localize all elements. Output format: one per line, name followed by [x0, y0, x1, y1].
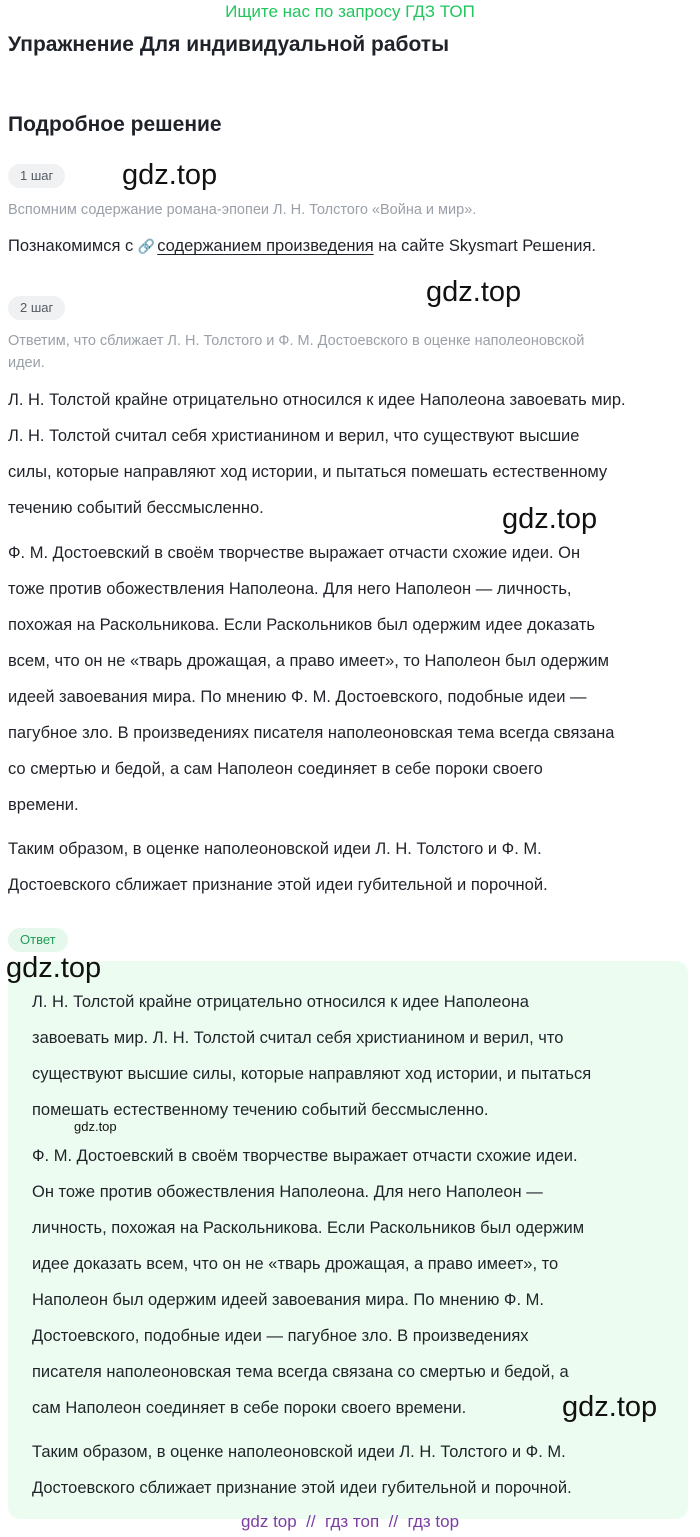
- text-line: Таким образом, в оценке наполеоновской идеи Л. Н. Толстого и Ф. М.: [8, 840, 542, 858]
- text-line: Ф. М. Достоевский в своём творчестве выражает отчасти схожие идеи.: [32, 1147, 578, 1165]
- step-2-hint-line-2: идеи.: [8, 355, 45, 371]
- text-line: Таким образом, в оценке наполеоновской идеи Л. Н. Толстого и Ф. М.: [32, 1443, 566, 1461]
- step-2-paragraph-2: [8, 535, 698, 823]
- text-line: личность, похожая на Раскольникова. Если Раскольников был одержим: [32, 1219, 585, 1237]
- text-line: силы, которые направляют ход истории, и пытаться помешать естественному: [8, 463, 608, 481]
- link-icon: 🔗: [137, 238, 156, 254]
- step-2-hint-line-1: Ответим, что сближает Л. Н. Толстого и Ф. М. Достоевского в оценке наполеоновской: [8, 333, 585, 349]
- text-line: существуют высшие силы, которые направляют ход истории, и пытаться: [32, 1065, 592, 1083]
- content-link[interactable]: содержанием произведения: [157, 237, 374, 255]
- solution-heading: Подробное решение: [8, 113, 222, 136]
- text-line: Достоевского сближает признание этой идеи губительной и порочной.: [8, 876, 548, 894]
- text-line: тоже против обожествления Наполеона. Для него Наполеон — личность,: [8, 580, 572, 598]
- footer-tagline: gdz top // гдз топ // гдз top: [240, 1512, 460, 1531]
- step-2-badge: [8, 296, 65, 320]
- step-1-hint: Вспомним содержание романа-эпопеи Л. Н. Толстого «Война и мир».: [8, 202, 477, 218]
- text-line: Достоевского сближает признание этой идеи губительной и порочной.: [32, 1479, 572, 1497]
- text-line: всем, что он не «тварь дрожащая, а право имеет», то Наполеон был одержим: [8, 652, 609, 670]
- page-title: Упражнение Для индивидуальной работы: [8, 33, 450, 56]
- answer-badge: [8, 928, 68, 952]
- text-line: Наполеон был одержим идеей завоевания мира. По мнению Ф. М.: [32, 1291, 544, 1309]
- text-line: течению событий бессмысленно.: [8, 499, 264, 517]
- text-line: завоевать мир. Л. Н. Толстой считал себя христианином и верил, что: [32, 1029, 564, 1047]
- watermark: gdz.top: [426, 276, 522, 308]
- text-line: со смертью и бедой, а сам Наполеон соединяет в себе пороки своего: [8, 760, 543, 778]
- watermark-small: gdz.top: [74, 1119, 117, 1134]
- text-line: сам Наполеон соединяет в себе пороки своего времени.: [32, 1399, 467, 1417]
- text-line: Л. Н. Толстой крайне отрицательно относился к идее Наполеона: [32, 993, 529, 1011]
- answer-paragraph-3: [32, 1434, 672, 1506]
- step-1-text: [8, 234, 596, 258]
- text-line: идее доказать всем, что он не «тварь дрожащая, а право имеет», то: [32, 1255, 559, 1273]
- text-line: помешать естественному течению событий бессмысленно.: [32, 1101, 489, 1119]
- text-line: Достоевского, подобные идеи — пагубное зло. В произведениях: [32, 1327, 529, 1345]
- watermark: gdz.top: [122, 159, 218, 191]
- watermark: gdz.top: [562, 1391, 658, 1423]
- text-line: времени.: [8, 796, 79, 814]
- watermark: gdz.top: [502, 503, 598, 535]
- answer-paragraph-1: [32, 984, 672, 1128]
- step-1-label: 1 шаг: [8, 164, 65, 188]
- answer-label: Ответ: [8, 928, 68, 952]
- text-line: идеей завоевания мира. По мнению Ф. М. Достоевского, подобные идеи —: [8, 688, 587, 706]
- text-line: Л. Н. Толстой крайне отрицательно относился к идее Наполеона завоевать мир.: [8, 391, 626, 409]
- text-line: писателя наполеоновская тема всегда связана со смертью и бедой, а: [32, 1363, 569, 1381]
- text-line: Л. Н. Толстой считал себя христианином и верил, что существуют высшие: [8, 427, 580, 445]
- text-line: Ф. М. Достоевский в своём творчестве выражает отчасти схожие идеи. Он: [8, 544, 581, 562]
- step-2-label: 2 шаг: [8, 296, 65, 320]
- search-banner: Ищите нас по запросу ГДЗ ТОП: [225, 2, 475, 21]
- step-1-text-before: Познакомимся с: [8, 237, 134, 255]
- watermark: gdz.top: [6, 952, 102, 984]
- step-1-text-after: на сайте Skysmart Решения.: [378, 237, 596, 255]
- text-line: пагубное зло. В произведениях писателя наполеоновская тема всегда связана: [8, 724, 615, 742]
- step-1-badge: [8, 164, 65, 188]
- text-line: похожая на Раскольникова. Если Раскольников был одержим идее доказать: [8, 616, 596, 634]
- text-line: Он тоже против обожествления Наполеона. Для него Наполеон —: [32, 1183, 543, 1201]
- step-2-paragraph-3: [8, 831, 698, 903]
- answer-paragraph-2: [32, 1138, 672, 1426]
